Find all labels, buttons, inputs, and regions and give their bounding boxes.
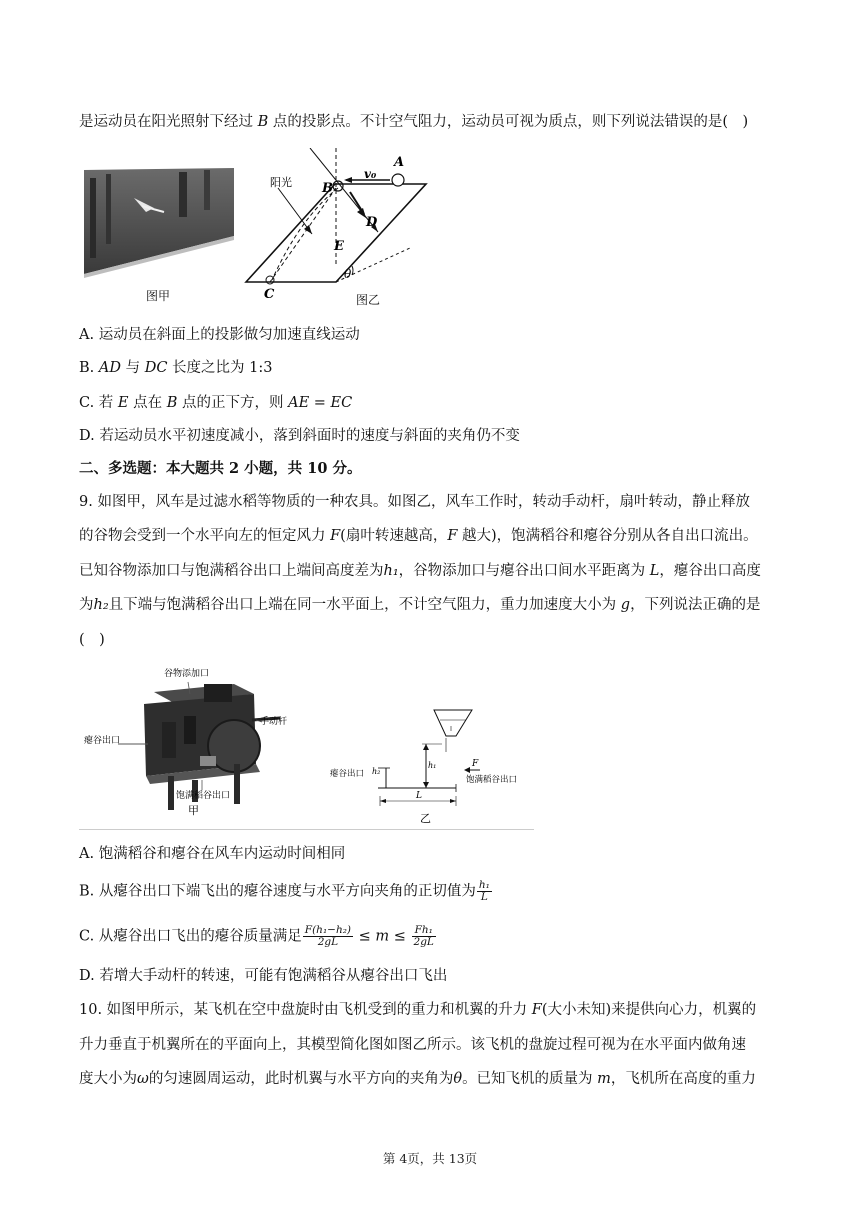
fraction-lower-bound: $\frac{\text{F(h₁−h₂)}}{2gL}$ — [304, 924, 352, 948]
label-full-port: 饱满稻谷出口 — [176, 791, 231, 801]
label-add-port: 谷物添加口 — [164, 669, 210, 679]
q8-option-c: C. 若 E 点在 B 点的正下方，则 AE = EC — [79, 395, 353, 411]
label-sunlight: 阳光 — [270, 176, 292, 189]
svg-text:h₁: h₁ — [428, 761, 437, 770]
svg-text:B: B — [322, 181, 333, 196]
q9-figure-yi — [330, 706, 530, 826]
svg-text:θ: θ — [344, 267, 352, 281]
label-shrivel-port-yi: 瘪谷出口 — [330, 769, 365, 779]
q10-line3: 度大小为ω的匀速圆周运动，此时机翼与水平方向的夹角为θ。已知飞机的质量为 m，飞机所在高度的重力 — [79, 1071, 756, 1087]
q9-figure-jia — [84, 664, 304, 824]
q9-option-b: B. 从瘪谷出口下端飞出的瘪谷速度与水平方向夹角的正切值为 $\frac{\text{h₁}}{L}$ — [79, 879, 490, 903]
fig-jia-caption: 图甲 — [146, 289, 171, 303]
q9-option-d: D. 若增大手动杆的转速，可能有饱满稻谷从瘪谷出口飞出 — [79, 968, 448, 984]
svg-text:D: D — [366, 215, 378, 230]
q9-line3: 已知谷物添加口与饱满稻谷出口上端间高度差为h₁，谷物添加口与瘪谷出口间水平距离为 L，瘪谷出口高度 — [79, 563, 761, 579]
svg-text:h₂: h₂ — [372, 767, 381, 776]
figure-divider — [79, 829, 534, 830]
q9-option-c: C. 从瘪谷出口飞出的瘪谷质量满足 $\frac{\text{F(h₁−h₂)}}{2gL}$ ≤ m ≤ $\frac{\text{Fh₁}}{2gL}$ — [79, 924, 434, 948]
q10-line2: 升力垂直于机翼所在的平面向上，其模型简化图如图乙所示。该飞机的盘旋过程可视为在水平面内做角速 — [79, 1037, 746, 1053]
fig-yi-caption-9: 乙 — [420, 812, 431, 825]
page-footer: 第 4页，共 13页 — [382, 1151, 478, 1166]
q8-figure-yi — [240, 148, 440, 298]
svg-text:E: E — [334, 239, 344, 254]
q8-stem: 是运动员在阳光照射下经过 B 点的投影点。不计空气阻力，运动员可视为质点，则下列说法错误的是( ) — [79, 114, 749, 130]
q9-line2: 的谷物会受到一个水平向左的恒定风力 F(扇叶转速越高，F 越大)，饱满稻谷和瘪谷分别从各自出口流出。 — [79, 528, 758, 544]
svg-text:v₀: v₀ — [364, 167, 377, 181]
fig-jia-caption-9: 甲 — [188, 804, 199, 817]
q8-figure-jia — [84, 168, 236, 278]
svg-text:F: F — [472, 759, 479, 769]
section-header: 二、多选题：本大题共 2 小题，共 10 分。 — [79, 460, 362, 477]
label-shrivel-port: 瘪谷出口 — [84, 736, 121, 746]
q10-line1: 10. 如图甲所示，某飞机在空中盘旋时由飞机受到的重力和机翼的升力 F(大小未知)来提供向心力，机翼的 — [79, 1002, 757, 1018]
q8-option-b: B. AD 与 DC 长度之比为 1:3 — [79, 360, 273, 376]
q9-option-a: A. 饱满稻谷和瘪谷在风车内运动时间相同 — [79, 846, 346, 862]
fig-yi-caption: 图乙 — [356, 293, 381, 307]
svg-text:L: L — [416, 791, 422, 801]
svg-text:A: A — [394, 155, 405, 170]
svg-text:C: C — [264, 287, 275, 298]
fraction-h1-over-l: $\frac{\text{h₁}}{L}$ — [478, 879, 490, 903]
label-full-port-yi: 饱满稻谷出口 — [466, 775, 518, 785]
fraction-upper-bound: $\frac{\text{Fh₁}}{2gL}$ — [413, 924, 434, 948]
q8-option-a: A. 运动员在斜面上的投影做匀加速直线运动 — [79, 327, 360, 343]
q9-line1: 9. 如图甲，风车是过滤水稻等物质的一种农具。如图乙，风车工作时，转动手动杆，扇叶转动，静止释放 — [79, 494, 750, 510]
q9-line5: ( ) — [79, 632, 105, 648]
label-handle: 手动杆 — [260, 717, 288, 727]
q9-line4: 为h₂且下端与饱满稻谷出口上端在同一水平面上，不计空气阻力，重力加速度大小为 g，下列说法正确的是 — [79, 597, 761, 613]
q8-option-d: D. 若运动员水平初速度减小，落到斜面时的速度与斜面的夹角仍不变 — [79, 428, 520, 444]
